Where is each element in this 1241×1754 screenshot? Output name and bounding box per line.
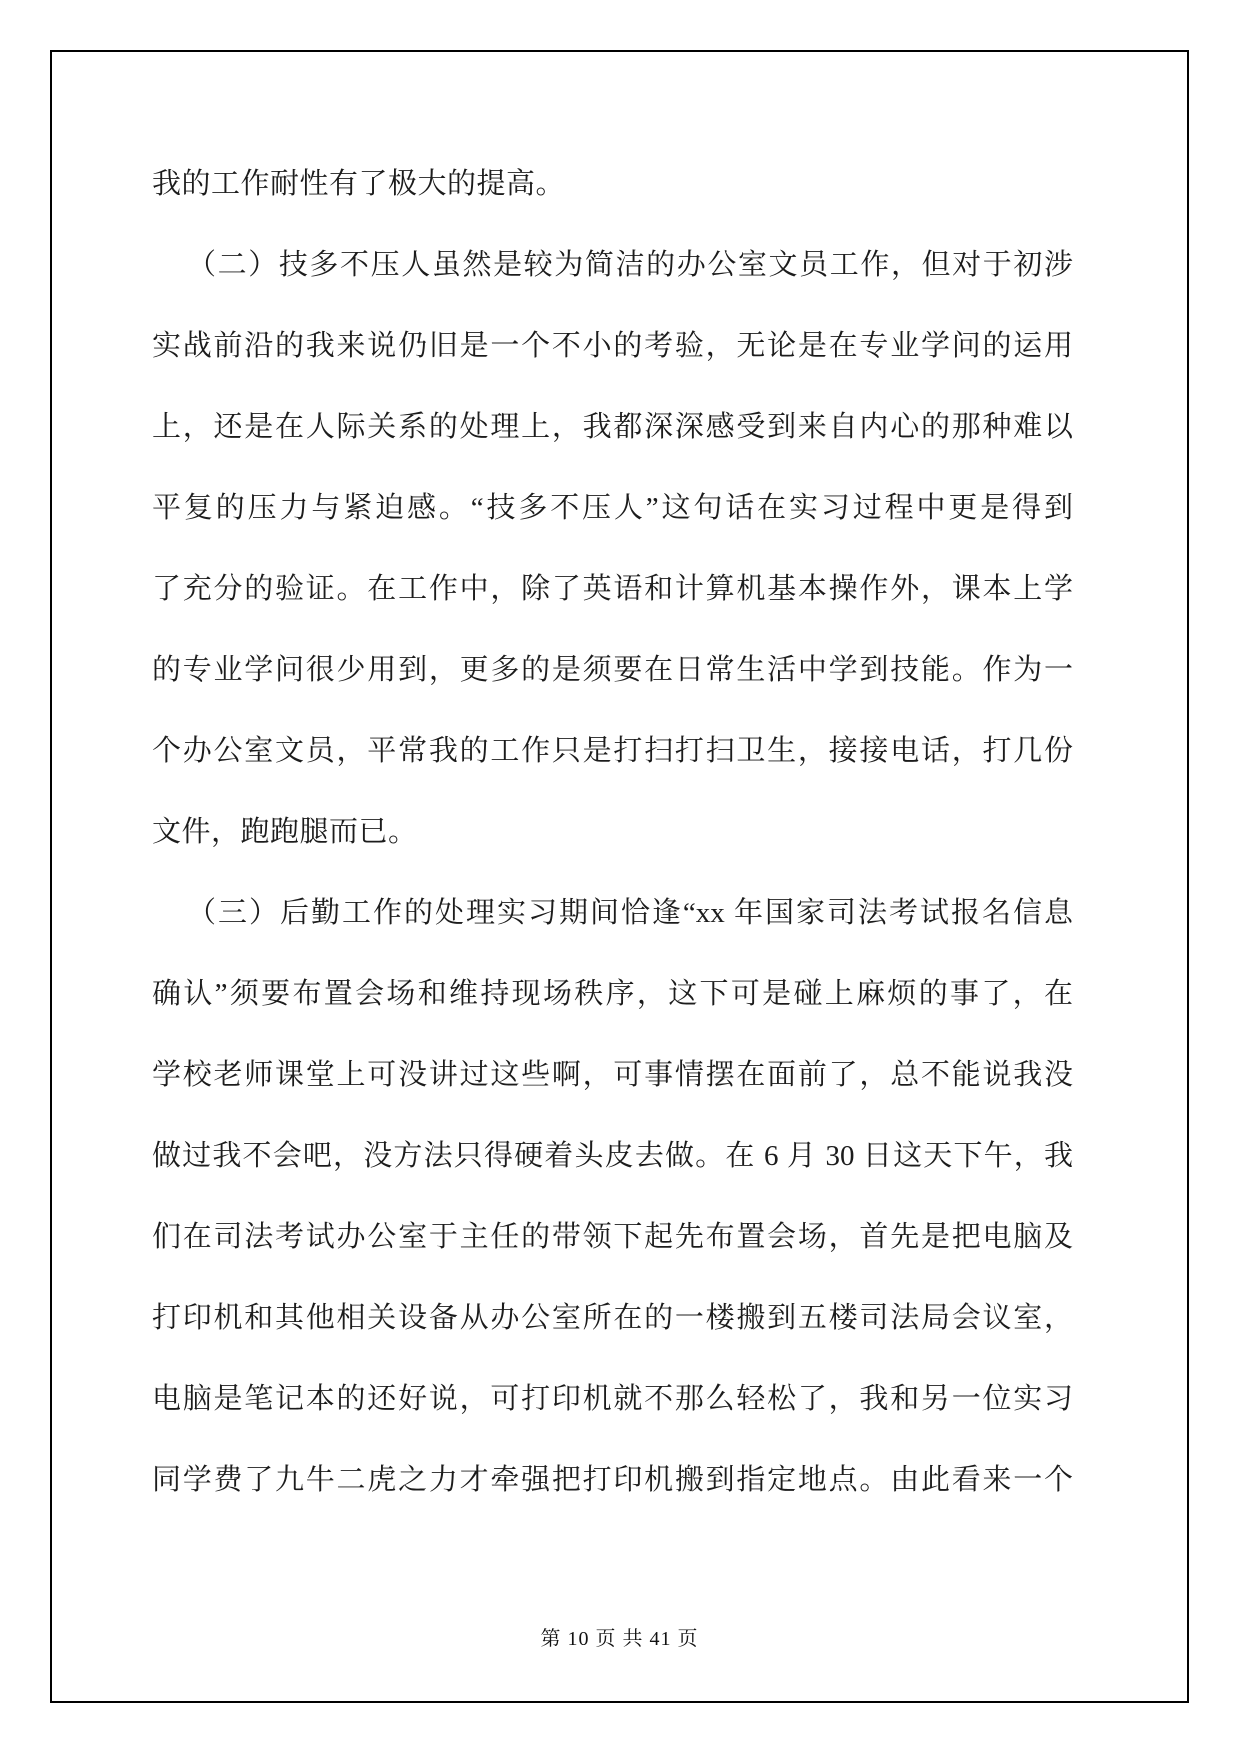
text-line: 同学费了九牛二虎之力才牵强把打印机搬到指定地点。由此看来一个 bbox=[152, 1464, 1073, 1496]
text-line: 的专业学问很少用到，更多的是须要在日常生活中学到技能。作为一 bbox=[152, 654, 1073, 686]
text-line: 平复的压力与紧迫感。“技多不压人”这句话在实习过程中更是得到 bbox=[152, 492, 1073, 524]
text-line: 们在司法考试办公室于主任的带领下起先布置会场，首先是把电脑及 bbox=[152, 1221, 1073, 1253]
text-line: 文件，跑跑腿而已。 bbox=[152, 816, 418, 848]
text-line: 上，还是在人际关系的处理上，我都深深感受到来自内心的那种难以 bbox=[152, 411, 1073, 443]
text-line: 打印机和其他相关设备从办公室所在的一楼搬到五楼司法局会议室， bbox=[152, 1302, 1073, 1334]
text-line: 学校老师课堂上可没讲过这些啊，可事情摆在面前了，总不能说我没 bbox=[152, 1059, 1073, 1091]
text-line: （三）后勤工作的处理实习期间恰逢“xx 年国家司法考试报名信息 bbox=[187, 897, 1073, 929]
text-line: 电脑是笔记本的还好说，可打印机就不那么轻松了，我和另一位实习 bbox=[152, 1383, 1073, 1415]
text-line: 做过我不会吧，没方法只得硬着头皮去做。在 6 月 30 日这天下午，我 bbox=[152, 1140, 1073, 1172]
document-text-block bbox=[152, 144, 1073, 1521]
text-line: 了充分的验证。在工作中，除了英语和计算机基本操作外，课本上学 bbox=[152, 573, 1073, 605]
text-line: 个办公室文员，平常我的工作只是打扫打扫卫生，接接电话，打几份 bbox=[152, 735, 1073, 767]
text-line: 确认”须要布置会场和维持现场秩序，这下可是碰上麻烦的事了，在 bbox=[152, 978, 1073, 1010]
text-line: 我的工作耐性有了极大的提高。 bbox=[152, 168, 566, 200]
page-footer bbox=[50, 1622, 1189, 1651]
text-line: 实战前沿的我来说仍旧是一个不小的考验，无论是在专业学问的运用 bbox=[152, 330, 1073, 362]
page-number-label: 第 10 页 共 41 页 bbox=[540, 1628, 699, 1650]
text-line: （二）技多不压人虽然是较为简洁的办公室文员工作，但对于初涉 bbox=[187, 249, 1073, 281]
